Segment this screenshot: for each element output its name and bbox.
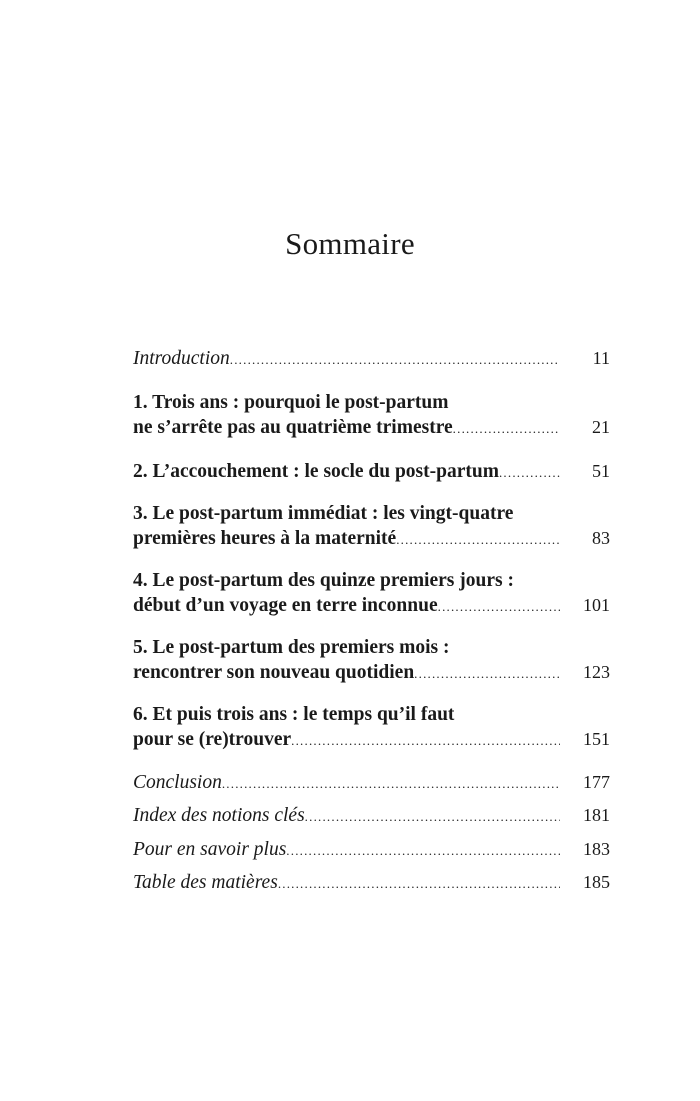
toc-entry bbox=[133, 459, 610, 485]
toc-entry-title-line: 4. Le post-partum des quinze premiers jours : bbox=[133, 570, 514, 591]
page-number: 183 bbox=[583, 839, 610, 859]
page-number: 151 bbox=[583, 729, 610, 749]
page-number: 185 bbox=[583, 872, 610, 892]
toc-entry-title: ne s’arrête pas au quatrième trimestre bbox=[133, 417, 453, 438]
toc-entry-last-line bbox=[133, 770, 610, 796]
toc-entry-last-line bbox=[133, 459, 610, 485]
dot-leader bbox=[305, 805, 560, 829]
toc-entry-last-line bbox=[133, 837, 610, 863]
page-title: Sommaire bbox=[285, 226, 415, 261]
toc-entry-last-line bbox=[133, 803, 610, 829]
toc-entry-title: premières heures à la maternité bbox=[133, 528, 397, 549]
dot-leader bbox=[438, 595, 560, 619]
page-number: 51 bbox=[592, 461, 610, 481]
toc-entry-last-line bbox=[133, 870, 610, 896]
toc-entry-title: rencontrer son nouveau quotidien bbox=[133, 662, 415, 683]
toc-entry-title: Introduction bbox=[133, 348, 230, 369]
dot-leader bbox=[396, 528, 560, 552]
toc-entry-title-line: 5. Le post-partum des premiers mois : bbox=[133, 637, 450, 658]
toc-entry bbox=[133, 346, 610, 372]
page-number: 181 bbox=[583, 805, 610, 825]
dot-leader bbox=[286, 839, 560, 863]
toc-entry bbox=[133, 837, 610, 863]
dot-leader bbox=[278, 872, 560, 896]
toc-entry bbox=[133, 870, 610, 896]
toc-entry bbox=[133, 703, 610, 753]
page-number: 83 bbox=[592, 528, 610, 548]
page-number: 11 bbox=[592, 348, 610, 368]
page-number: 177 bbox=[583, 772, 610, 792]
dot-leader bbox=[414, 662, 560, 686]
page-number: 123 bbox=[583, 662, 610, 682]
toc-entry bbox=[133, 636, 610, 686]
dot-leader bbox=[230, 348, 560, 372]
toc-entry bbox=[133, 391, 610, 441]
toc-entry-last-line bbox=[133, 660, 610, 686]
dot-leader bbox=[499, 461, 560, 485]
toc-entry-title-line: 1. Trois ans : pourquoi le post-partum bbox=[133, 392, 449, 413]
toc-entry-last-line bbox=[133, 727, 610, 753]
toc-entry bbox=[133, 502, 610, 552]
toc-entry-title-line: 6. Et puis trois ans : le temps qu’il faut bbox=[133, 704, 455, 725]
dot-leader bbox=[291, 729, 560, 753]
toc-entry bbox=[133, 770, 610, 796]
toc-entry-title: début d’un voyage en terre inconnue bbox=[133, 595, 438, 616]
toc-entry-last-line bbox=[133, 526, 610, 552]
toc-entry-last-line bbox=[133, 346, 610, 372]
toc-entry-title: Table des matières bbox=[133, 872, 278, 893]
toc-entry bbox=[133, 803, 610, 829]
toc-entry-last-line bbox=[133, 593, 610, 619]
page-number: 21 bbox=[592, 417, 610, 437]
toc-entry bbox=[133, 569, 610, 619]
toc-entry-title-line: 3. Le post-partum immédiat : les vingt-quatre bbox=[133, 503, 514, 524]
page-number: 101 bbox=[583, 595, 610, 615]
toc-entry-last-line bbox=[133, 415, 610, 441]
toc-entry-title: pour se (re)trouver bbox=[133, 729, 292, 750]
toc-entry-title: Pour en savoir plus bbox=[133, 839, 287, 860]
dot-leader bbox=[453, 417, 560, 441]
toc-entry-title: Index des notions clés bbox=[133, 805, 305, 826]
toc-entry-title: Conclusion bbox=[133, 772, 222, 793]
toc-entry-title: 2. L’accouchement : le socle du post-partum bbox=[133, 461, 499, 482]
dot-leader bbox=[222, 772, 560, 796]
